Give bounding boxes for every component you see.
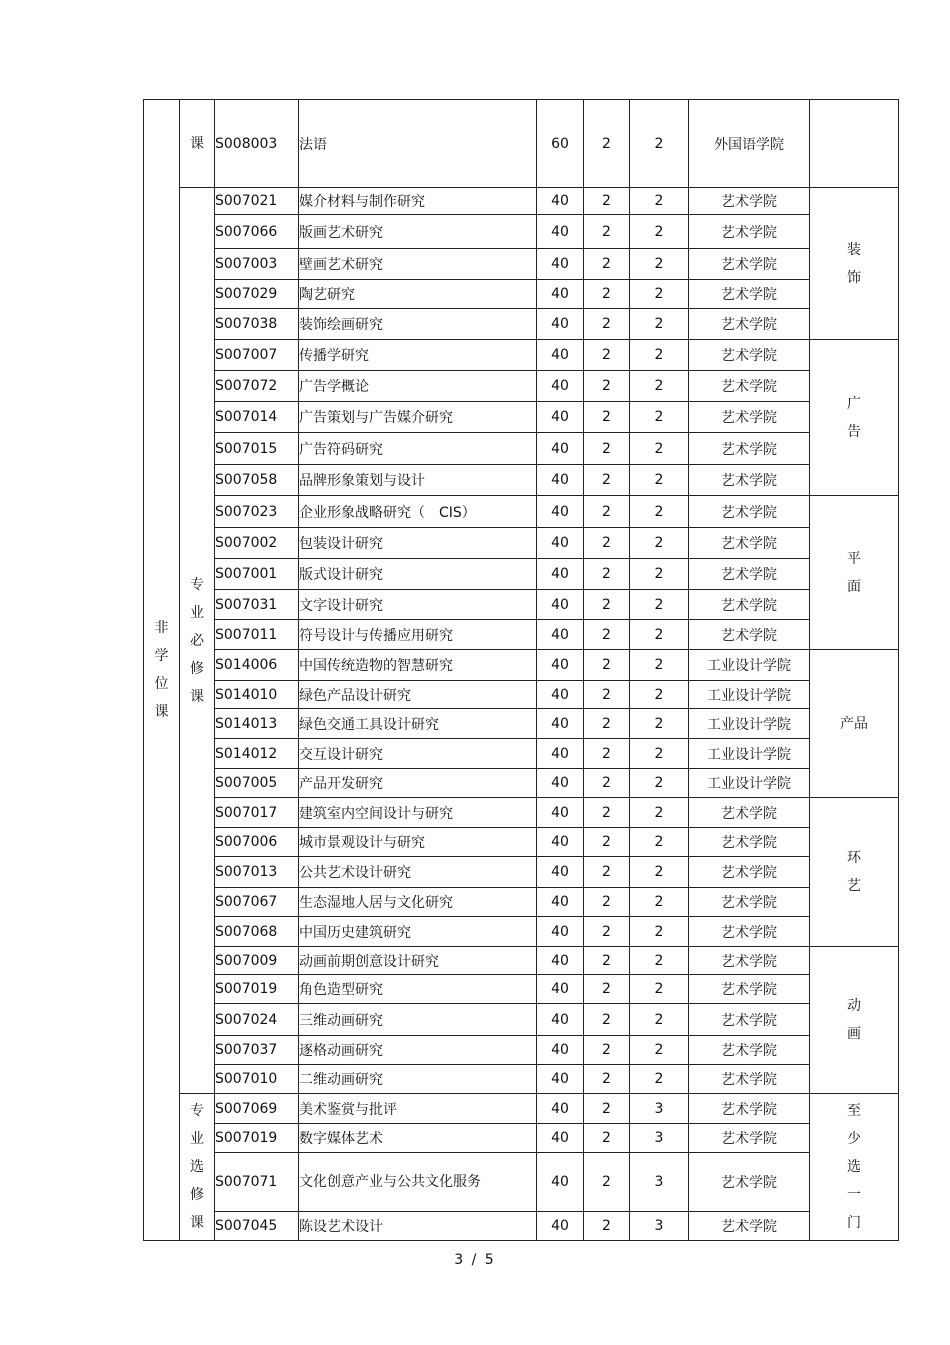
course-hours: 40: [537, 1036, 584, 1065]
course-college: 艺术学院: [689, 280, 810, 309]
course-semester: 2: [630, 100, 689, 188]
specialty-group-2: [810, 496, 899, 650]
course-semester: 2: [630, 650, 689, 681]
course-college: 艺术学院: [689, 465, 810, 496]
course-hours: 40: [537, 188, 584, 215]
course-name: 壁画艺术研究: [299, 249, 537, 280]
course-code: S007067: [215, 888, 299, 917]
course-hours: 40: [537, 590, 584, 620]
course-credits: 2: [584, 888, 630, 917]
group-label-char: 至: [847, 1103, 861, 1119]
course-credits: 2: [584, 1212, 630, 1241]
course-credits: 2: [584, 947, 630, 975]
course-code: S007037: [215, 1036, 299, 1065]
course-college: 艺术学院: [689, 1004, 810, 1036]
course-hours: 40: [537, 340, 584, 371]
course-credits: 2: [584, 975, 630, 1004]
course-credits: 2: [584, 309, 630, 340]
course-name: 美术鉴赏与批评: [299, 1094, 537, 1124]
course-name: 装饰绘画研究: [299, 309, 537, 340]
course-credits: 2: [584, 709, 630, 739]
course-college: 工业设计学院: [689, 650, 810, 681]
course-credits: 2: [584, 371, 630, 402]
course-credits: 2: [584, 650, 630, 681]
course-hours: 40: [537, 402, 584, 433]
course-credits: 2: [584, 402, 630, 433]
course-credits: 2: [584, 1094, 630, 1124]
course-hours: 40: [537, 1065, 584, 1094]
course-hours: 40: [537, 975, 584, 1004]
course-name: 产品开发研究: [299, 769, 537, 798]
course-hours: 40: [537, 249, 584, 280]
course-code: S014006: [215, 650, 299, 681]
course-semester: 2: [630, 681, 689, 709]
course-semester: 2: [630, 917, 689, 947]
table-row: [144, 590, 899, 620]
course-name: 数字媒体艺术: [299, 1124, 537, 1153]
course-college: 艺术学院: [689, 215, 810, 249]
table-row: [144, 888, 899, 917]
course-college: 外国语学院: [689, 100, 810, 188]
course-college: 艺术学院: [689, 917, 810, 947]
course-code: S007019: [215, 1124, 299, 1153]
course-semester: 2: [630, 340, 689, 371]
course-credits: 2: [584, 828, 630, 857]
course-credits: 2: [584, 465, 630, 496]
table-row: [144, 1004, 899, 1036]
course-college: 艺术学院: [689, 798, 810, 828]
course-semester: 2: [630, 590, 689, 620]
course-hours: 60: [537, 100, 584, 188]
course-credits: 2: [584, 100, 630, 188]
course-hours: 40: [537, 1004, 584, 1036]
course-semester: 2: [630, 769, 689, 798]
course-name: 生态湿地人居与文化研究: [299, 888, 537, 917]
course-name: 广告策划与广告媒介研究: [299, 402, 537, 433]
course-hours: 40: [537, 559, 584, 590]
course-college: 艺术学院: [689, 1212, 810, 1241]
course-semester: 2: [630, 371, 689, 402]
course-hours: 40: [537, 465, 584, 496]
course-college: 艺术学院: [689, 340, 810, 371]
course-name: 符号设计与传播应用研究: [299, 620, 537, 650]
course-semester: 2: [630, 1065, 689, 1094]
course-credits: 2: [584, 681, 630, 709]
course-name: 绿色产品设计研究: [299, 681, 537, 709]
course-code: S007021: [215, 188, 299, 215]
course-hours: 40: [537, 650, 584, 681]
course-name: 陈设艺术设计: [299, 1212, 537, 1241]
group-label-char: 产品: [840, 715, 868, 732]
table-row: [144, 1153, 899, 1212]
course-college: 工业设计学院: [689, 769, 810, 798]
course-semester: 2: [630, 1004, 689, 1036]
course-code: S007068: [215, 917, 299, 947]
course-semester: 2: [630, 975, 689, 1004]
table-row: [144, 215, 899, 249]
course-credits: 2: [584, 433, 630, 465]
table-row: [144, 828, 899, 857]
course-hours: 40: [537, 798, 584, 828]
table-row: [144, 975, 899, 1004]
course-name: 城市景观设计与研究: [299, 828, 537, 857]
course-code: S007031: [215, 590, 299, 620]
course-semester: 2: [630, 215, 689, 249]
course-college: 艺术学院: [689, 857, 810, 888]
course-hours: 40: [537, 371, 584, 402]
course-name: 品牌形象策划与设计: [299, 465, 537, 496]
group-label-char: 动: [847, 998, 861, 1014]
course-credits: 2: [584, 1124, 630, 1153]
table-row: [144, 188, 899, 215]
course-college: 艺术学院: [689, 620, 810, 650]
course-hours: 40: [537, 917, 584, 947]
specialty-group-5: [810, 947, 899, 1094]
course-hours: 40: [537, 709, 584, 739]
course-credits: 2: [584, 215, 630, 249]
course-hours: 40: [537, 496, 584, 528]
course-code: S007071: [215, 1153, 299, 1212]
table-row: [144, 309, 899, 340]
table-row: [144, 620, 899, 650]
course-name: 版式设计研究: [299, 559, 537, 590]
table-row: [144, 857, 899, 888]
course-name: 公共艺术设计研究: [299, 857, 537, 888]
course-semester: 3: [630, 1212, 689, 1241]
course-credits: 2: [584, 1065, 630, 1094]
group-label-char: 广: [847, 395, 861, 412]
course-code: S007058: [215, 465, 299, 496]
course-college: 艺术学院: [689, 249, 810, 280]
course-name: 绿色交通工具设计研究: [299, 709, 537, 739]
course-college: 工业设计学院: [689, 709, 810, 739]
course-semester: 2: [630, 1036, 689, 1065]
course-hours: 40: [537, 433, 584, 465]
course-credits: 2: [584, 1004, 630, 1036]
specialty-group-0: [810, 188, 899, 340]
course-college: 艺术学院: [689, 528, 810, 559]
table-row: [144, 1065, 899, 1094]
group-label-char: 饰: [847, 269, 861, 286]
course-hours: 40: [537, 888, 584, 917]
course-semester: 3: [630, 1094, 689, 1124]
table-row: [144, 739, 899, 769]
course-code: S007072: [215, 371, 299, 402]
course-credits: 2: [584, 528, 630, 559]
course-credits: 2: [584, 559, 630, 590]
course-hours: 40: [537, 769, 584, 798]
course-college: 工业设计学院: [689, 681, 810, 709]
course-credits: 2: [584, 857, 630, 888]
course-name: 文字设计研究: [299, 590, 537, 620]
course-code: S014012: [215, 739, 299, 769]
group-label-char: 一: [847, 1187, 861, 1203]
table-row: [144, 100, 899, 188]
course-semester: 2: [630, 188, 689, 215]
table-row: [144, 709, 899, 739]
course-hours: 40: [537, 947, 584, 975]
course-hours: 40: [537, 857, 584, 888]
table-row: [144, 917, 899, 947]
course-credits: 2: [584, 1153, 630, 1212]
course-code: S007038: [215, 309, 299, 340]
course-college: 工业设计学院: [689, 739, 810, 769]
course-college: 艺术学院: [689, 496, 810, 528]
course-semester: 3: [630, 1124, 689, 1153]
course-college: 艺术学院: [689, 590, 810, 620]
course-credits: 2: [584, 590, 630, 620]
course-credits: 2: [584, 620, 630, 650]
course-college: 艺术学院: [689, 402, 810, 433]
course-semester: 2: [630, 249, 689, 280]
table-row: [144, 496, 899, 528]
course-semester: 2: [630, 828, 689, 857]
course-semester: 2: [630, 739, 689, 769]
course-semester: 2: [630, 857, 689, 888]
course-code: S007002: [215, 528, 299, 559]
course-college: 艺术学院: [689, 433, 810, 465]
course-code: S007019: [215, 975, 299, 1004]
group-label-char: 画: [847, 1026, 861, 1042]
table-row: [144, 769, 899, 798]
course-semester: 2: [630, 709, 689, 739]
table-row: [144, 1212, 899, 1241]
table-row: [144, 947, 899, 975]
course-semester: 2: [630, 465, 689, 496]
course-hours: 40: [537, 309, 584, 340]
course-hours: 40: [537, 1094, 584, 1124]
course-name: 陶艺研究: [299, 280, 537, 309]
course-name: 逐格动画研究: [299, 1036, 537, 1065]
course-hours: 40: [537, 215, 584, 249]
course-hours: 40: [537, 280, 584, 309]
course-college: 艺术学院: [689, 1124, 810, 1153]
course-credits: 2: [584, 280, 630, 309]
table-row: [144, 798, 899, 828]
table-row: [144, 340, 899, 371]
course-code: S008003: [215, 100, 299, 188]
course-code: S007001: [215, 559, 299, 590]
group-label-char: 面: [847, 578, 861, 595]
course-code: S007066: [215, 215, 299, 249]
course-semester: 2: [630, 402, 689, 433]
course-code: S007015: [215, 433, 299, 465]
table-row: [144, 1124, 899, 1153]
course-hours: 40: [537, 620, 584, 650]
course-college: 艺术学院: [689, 309, 810, 340]
table-row: [144, 433, 899, 465]
course-college: 艺术学院: [689, 947, 810, 975]
course-semester: 2: [630, 798, 689, 828]
group-label-char: 少: [847, 1131, 861, 1147]
course-hours: 40: [537, 828, 584, 857]
course-code: S007014: [215, 402, 299, 433]
group-label-char: 平: [847, 550, 861, 567]
course-code: S007023: [215, 496, 299, 528]
course-name: 三维动画研究: [299, 1004, 537, 1036]
course-credits: 2: [584, 769, 630, 798]
course-name: 建筑室内空间设计与研究: [299, 798, 537, 828]
table-row: [144, 249, 899, 280]
course-semester: 2: [630, 888, 689, 917]
course-credits: 2: [584, 739, 630, 769]
course-college: 艺术学院: [689, 828, 810, 857]
course-hours: 40: [537, 528, 584, 559]
specialty-group-3: [810, 650, 899, 798]
course-name: 企业形象战略研究（ CIS）: [299, 496, 537, 528]
course-code: S007009: [215, 947, 299, 975]
course-semester: 2: [630, 947, 689, 975]
course-credits: 2: [584, 188, 630, 215]
course-name: 广告符码研究: [299, 433, 537, 465]
course-college: 艺术学院: [689, 188, 810, 215]
course-semester: 3: [630, 1153, 689, 1212]
course-college: 艺术学院: [689, 1153, 810, 1212]
course-semester: 2: [630, 309, 689, 340]
course-code: S014013: [215, 709, 299, 739]
group-label-char: 告: [847, 423, 861, 440]
course-semester: 2: [630, 620, 689, 650]
table-row: [144, 650, 899, 681]
remark-cell-empty: [810, 100, 899, 188]
course-hours: 40: [537, 739, 584, 769]
course-credits: 2: [584, 917, 630, 947]
continuation-label-cell: 课: [180, 100, 215, 188]
group-label-char: 艺: [847, 878, 861, 894]
course-name: 传播学研究: [299, 340, 537, 371]
group-label-char: 环: [847, 850, 861, 866]
course-code: S007013: [215, 857, 299, 888]
course-credits: 2: [584, 340, 630, 371]
course-code: S007045: [215, 1212, 299, 1241]
course-semester: 2: [630, 280, 689, 309]
course-name: 版画艺术研究: [299, 215, 537, 249]
course-code: S007003: [215, 249, 299, 280]
course-credits: 2: [584, 496, 630, 528]
table-row: [144, 1094, 899, 1124]
course-hours: 40: [537, 1212, 584, 1241]
specialty-group-6: [810, 1094, 899, 1241]
course-credits: 2: [584, 1036, 630, 1065]
course-code: S007006: [215, 828, 299, 857]
table-row: [144, 1036, 899, 1065]
table-row: [144, 559, 899, 590]
course-name: 中国传统造物的智慧研究: [299, 650, 537, 681]
course-code: S007011: [215, 620, 299, 650]
course-semester: 2: [630, 559, 689, 590]
table-row: [144, 465, 899, 496]
course-code: S007069: [215, 1094, 299, 1124]
course-name: 法语: [299, 100, 537, 188]
course-table: [143, 99, 899, 1241]
course-code: S007010: [215, 1065, 299, 1094]
elective-courses-label: 专 业 选 修 课: [180, 1094, 215, 1241]
course-semester: 2: [630, 528, 689, 559]
course-hours: 40: [537, 681, 584, 709]
course-college: 艺术学院: [689, 1036, 810, 1065]
course-college: 艺术学院: [689, 975, 810, 1004]
course-code: S007007: [215, 340, 299, 371]
category-cell: 非 学 位 课: [144, 100, 180, 1241]
course-college: 艺术学院: [689, 371, 810, 402]
course-hours: 40: [537, 1153, 584, 1212]
page-number: 3 / 5: [454, 1252, 496, 1268]
course-code: S014010: [215, 681, 299, 709]
course-credits: 2: [584, 798, 630, 828]
course-college: 艺术学院: [689, 888, 810, 917]
specialty-group-4: [810, 798, 899, 947]
course-name: 角色造型研究: [299, 975, 537, 1004]
table-row: [144, 528, 899, 559]
table-row: [144, 371, 899, 402]
course-college: 艺术学院: [689, 1094, 810, 1124]
group-label-char: 装: [847, 241, 861, 258]
course-name: 二维动画研究: [299, 1065, 537, 1094]
table-row: [144, 681, 899, 709]
course-hours: 40: [537, 1124, 584, 1153]
course-code: S007017: [215, 798, 299, 828]
course-code: S007005: [215, 769, 299, 798]
course-name: 文化创意产业与公共文化服务: [299, 1153, 537, 1212]
course-semester: 2: [630, 433, 689, 465]
table-row: [144, 402, 899, 433]
course-college: 艺术学院: [689, 559, 810, 590]
course-name: 动画前期创意设计研究: [299, 947, 537, 975]
course-code: S007029: [215, 280, 299, 309]
course-name: 媒介材料与制作研究: [299, 188, 537, 215]
course-name: 广告学概论: [299, 371, 537, 402]
group-label-char: 门: [847, 1215, 861, 1231]
course-code: S007024: [215, 1004, 299, 1036]
specialty-group-1: [810, 340, 899, 496]
table-row: [144, 280, 899, 309]
required-courses-label: 专 业 必 修 课: [180, 188, 215, 1094]
course-name: 交互设计研究: [299, 739, 537, 769]
course-name: 中国历史建筑研究: [299, 917, 537, 947]
course-semester: 2: [630, 496, 689, 528]
group-label-char: 选: [847, 1159, 861, 1175]
course-college: 艺术学院: [689, 1065, 810, 1094]
course-name: 包装设计研究: [299, 528, 537, 559]
course-credits: 2: [584, 249, 630, 280]
